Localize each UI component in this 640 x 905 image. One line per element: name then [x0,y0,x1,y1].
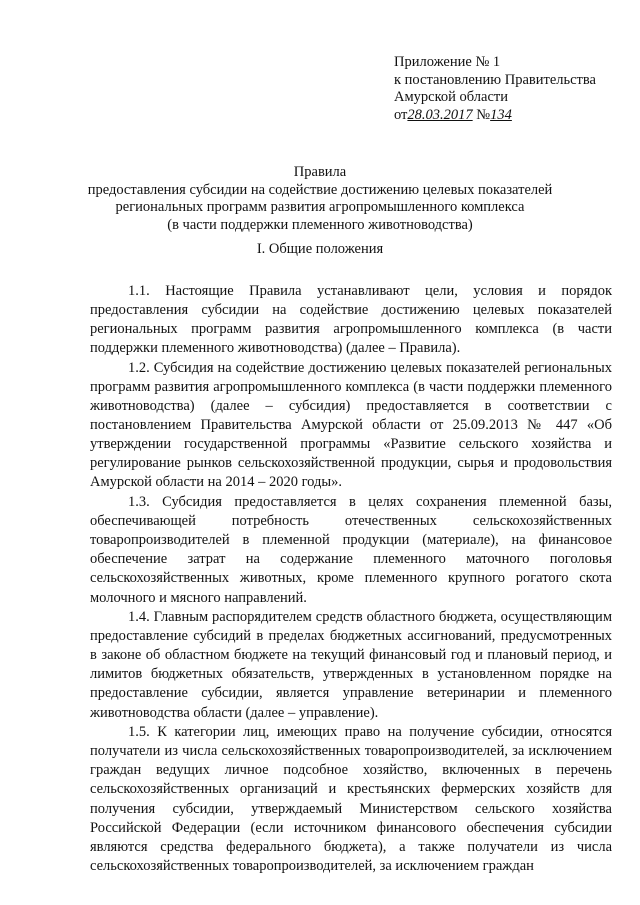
title-line-3: (в части поддержки племенного животноводства) [167,216,473,233]
paragraph-1-4: 1.4. Главным распорядителем средств областного бюджета, осуществляющим предоставление субсидий в пределах бюджетных ассигнований, предусмотренных в законе об областном бюджете на текущий финансовый год и плановый период, и лимитов бюджетных обязательств, утвержденных в установленном порядке на предоставление субсидии, является управление ветеринарии и племенного животноводства области (далее – управление). [90,609,612,721]
appendix-line-3: Амурской области [394,89,508,105]
paragraph-1-2: 1.2. Субсидия на содействие достижению целевых показателей региональных программ развития агропромышленного комплекса (в части поддержки племенного животноводства) (далее – субсидия) предоставляется в соответствии с постановлением Правительства Амурской области от 25.09.2013 № 447 «Об утверждении государственной программы «Развитие сельского хозяйства и регулирование рынков сельскохозяйственной продукции, сырья и продовольствия Амурской области на 2014 – 2020 годы». [90,359,612,491]
number-prefix: № [476,106,491,123]
handwritten-number: 134 [490,106,512,123]
date-prefix: от [394,106,408,123]
appendix-block [394,54,634,124]
paragraph-1-1: 1.1. Настоящие Правила устанавливают цели, условия и порядок предоставления субсидии на содействие достижению целевых показателей региональных программ развития агропромышленного комплекса (в части поддержки племенного животноводства) (далее – Правила). [90,283,612,357]
paragraph-1-3: 1.3. Субсидия предоставляется в целях сохранения племенной базы, обеспечивающей потребность отечественных сельскохозяйственных товаропроизводителей в племенной продукции (материале), на финансовое обеспечение затрат на содержание племенного маточного поголовья сельскохозяйственных животных, кроме племенного крупного рогатого скота молочного и мясного направлений. [90,494,612,606]
title-heading: Правила [293,164,347,180]
title-line-2: региональных программ развития агропромышленного комплекса [115,199,525,215]
title-line-1: предоставления субсидии на содействие достижению целевых показателей [87,181,553,198]
section-heading: I. Общие положения [256,241,384,257]
paragraph-1-5: 1.5. К категории лиц, имеющих право на получение субсидии, относятся получатели из числа сельскохозяйственных товаропроизводителей, за исключением граждан ведущих личное подсобное хозяйство, включенных в перечень сельскохозяйственных организаций и крестьянских фермерских хозяйств для получения субсидии, утверждаемый Министерством сельского хозяйства Российской Федерации (если источником финансового обеспечения субсидии являются средства федерального бюджета), а также получатели из числа сельскохозяйственных товаропроизводителей, за исключением граждан [90,724,612,874]
document-title [60,164,580,234]
appendix-line-1: Приложение № 1 [394,54,501,70]
appendix-line-2: к постановлению Правительства [394,71,596,88]
appendix-date-line [394,107,634,125]
handwritten-date: 28.03.2017 [407,106,473,123]
document-body [90,282,612,876]
